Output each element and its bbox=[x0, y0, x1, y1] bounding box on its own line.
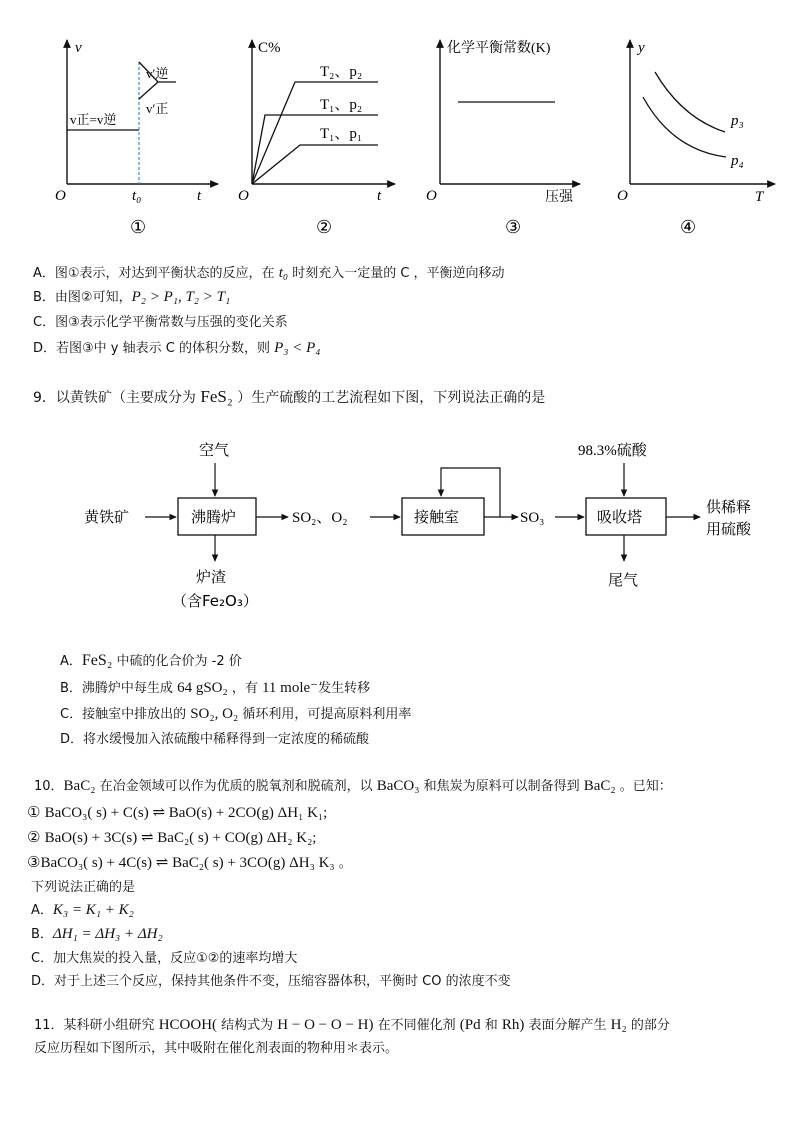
q10-reaction-1: ① BaCO₃( s) + C(s) ⇌ BaO(s) + 2CO(g) ΔH₁ K₁; bbox=[27, 803, 328, 821]
figures-row bbox=[0, 0, 794, 245]
fig1-y-label: v bbox=[75, 40, 82, 56]
q10-ask: 下列说法正确的是 bbox=[31, 880, 136, 895]
q10-stem: 10．BaC₂ 在冶金领域可以作为优质的脱氧剂和脱硫剂，以 BaCO₃ 和焦炭为原料可以制备得到 BaC₂ 。已知： bbox=[34, 778, 672, 794]
fig4-caption: ④ bbox=[680, 217, 697, 238]
q10-reaction-3: ③BaCO₃( s) + 4C(s) ⇌ BaC₂( s) + 3CO(g) ΔH₃ K₃ 。 bbox=[27, 853, 352, 871]
q9-option-a: A．FeS₂ 中硫的化合价为 -2 价 bbox=[60, 652, 242, 669]
fig4-x-label: T bbox=[755, 189, 764, 205]
flow-slag-1: 炉渣 bbox=[196, 568, 227, 586]
figure-3 bbox=[426, 39, 580, 238]
fig1-v-eq: v正=v逆 bbox=[70, 112, 117, 127]
flow-tail: 尾气 bbox=[608, 571, 639, 589]
q10-reaction-2: ② BaO(s) + 3C(s) ⇌ BaC₂( s) + CO(g) ΔH₂ K₂; bbox=[27, 828, 317, 846]
fig1-t0: t₀ bbox=[132, 188, 142, 204]
q10-option-c: C．加大焦炭的投入量，反应①②的速率均增大 bbox=[31, 951, 298, 966]
fig2-caption: ② bbox=[316, 217, 333, 238]
q8-option-d: D．若图③中 y 轴表示 C 的体积分数，则 P₃ < P₄ bbox=[33, 340, 321, 356]
fig2-curve-1: T₂、p₂ bbox=[320, 64, 363, 80]
flow-gas: SO₂、O₂ bbox=[292, 510, 348, 526]
flow-so3: SO₃ bbox=[520, 510, 545, 526]
q9-stem: 9．以黄铁矿（主要成分为 FeS₂ ）生产硫酸的工艺流程如下图，下列说法正确的是 bbox=[33, 387, 546, 406]
fig3-y-label: 化学平衡常数(K) bbox=[447, 41, 551, 56]
fig2-origin: O bbox=[238, 188, 249, 204]
fig1-v-fwd-prime: v′正 bbox=[146, 101, 169, 116]
q9-option-b: B．沸腾炉中每生成 64 gSO₂ ，有 11 mole⁻发生转移 bbox=[60, 680, 371, 696]
fig2-y-label: C% bbox=[258, 40, 281, 56]
fig1-v-rev-prime: v′逆 bbox=[146, 66, 169, 81]
flow-out-2: 用硫酸 bbox=[706, 520, 752, 538]
figure-4 bbox=[617, 40, 775, 238]
q11-stem-line-1: 11．某科研小组研究 HCOOH( 结构式为 H − O − O − H) 在不同催化剂 (Pd 和 Rh) 表面分解产生 H₂ 的部分 bbox=[34, 1017, 670, 1033]
fig2-t-label: t bbox=[377, 188, 382, 204]
flow-furnace: 沸腾炉 bbox=[191, 508, 237, 526]
flow-contact: 接触室 bbox=[414, 508, 460, 526]
fig1-caption: ① bbox=[130, 217, 147, 238]
fig4-y-label: y bbox=[638, 40, 645, 56]
q10-option-a: A．K₃ = K₁ + K₂ bbox=[31, 902, 134, 918]
q8-option-b: B．由图②可知，P₂ > P₁, T₂ > T₁ bbox=[33, 289, 231, 305]
fig4-curve-p4: p₄ bbox=[731, 153, 744, 169]
flow-tower: 吸收塔 bbox=[597, 508, 643, 526]
fig4-curve-p3: p₃ bbox=[731, 113, 744, 129]
fig1-t-label: t bbox=[197, 188, 202, 204]
flow-input: 黄铁矿 bbox=[84, 508, 130, 526]
fig3-caption: ③ bbox=[505, 217, 522, 238]
figure-1 bbox=[55, 40, 218, 238]
q11-stem-line-2: 反应历程如下图所示，其中吸附在催化剂表面的物种用＊表示。 bbox=[34, 1041, 399, 1056]
fig3-x-label: 压强 bbox=[545, 189, 573, 205]
fig2-curve-2: T₁、p₂ bbox=[320, 97, 363, 113]
flow-out-1: 供稀释 bbox=[706, 498, 752, 516]
fig2-curve-3: T₁、p₁ bbox=[320, 126, 363, 142]
fig3-origin: O bbox=[426, 188, 437, 204]
q9-flowchart bbox=[0, 425, 794, 625]
q9-option-d: D．将水缓慢加入浓硫酸中稀释得到一定浓度的稀硫酸 bbox=[60, 732, 370, 747]
q10-option-d: D．对于上述三个反应，保持其他条件不变，压缩容器体积，平衡时 CO 的浓度不变 bbox=[31, 974, 511, 989]
q8-option-c: C．图③表示化学平衡常数与压强的变化关系 bbox=[33, 315, 288, 330]
flow-slag-2: （含Fe₂O₃） bbox=[172, 592, 258, 610]
fig4-origin: O bbox=[617, 188, 628, 204]
q9-option-c: C．接触室中排放出的 SO₂, O₂ 循环利用，可提高原料利用率 bbox=[60, 706, 412, 722]
q8-option-a: A．图①表示，对达到平衡状态的反应，在 t₀ 时刻充入一定量的 C ，平衡逆向移动 bbox=[33, 265, 505, 281]
flow-acid: 98.3%硫酸 bbox=[578, 443, 647, 459]
fig1-origin: O bbox=[55, 188, 66, 204]
q10-option-b: B．ΔH₁ = ΔH₃ + ΔH₂ bbox=[31, 926, 163, 942]
flow-air: 空气 bbox=[199, 441, 230, 459]
figure-2 bbox=[238, 40, 395, 238]
